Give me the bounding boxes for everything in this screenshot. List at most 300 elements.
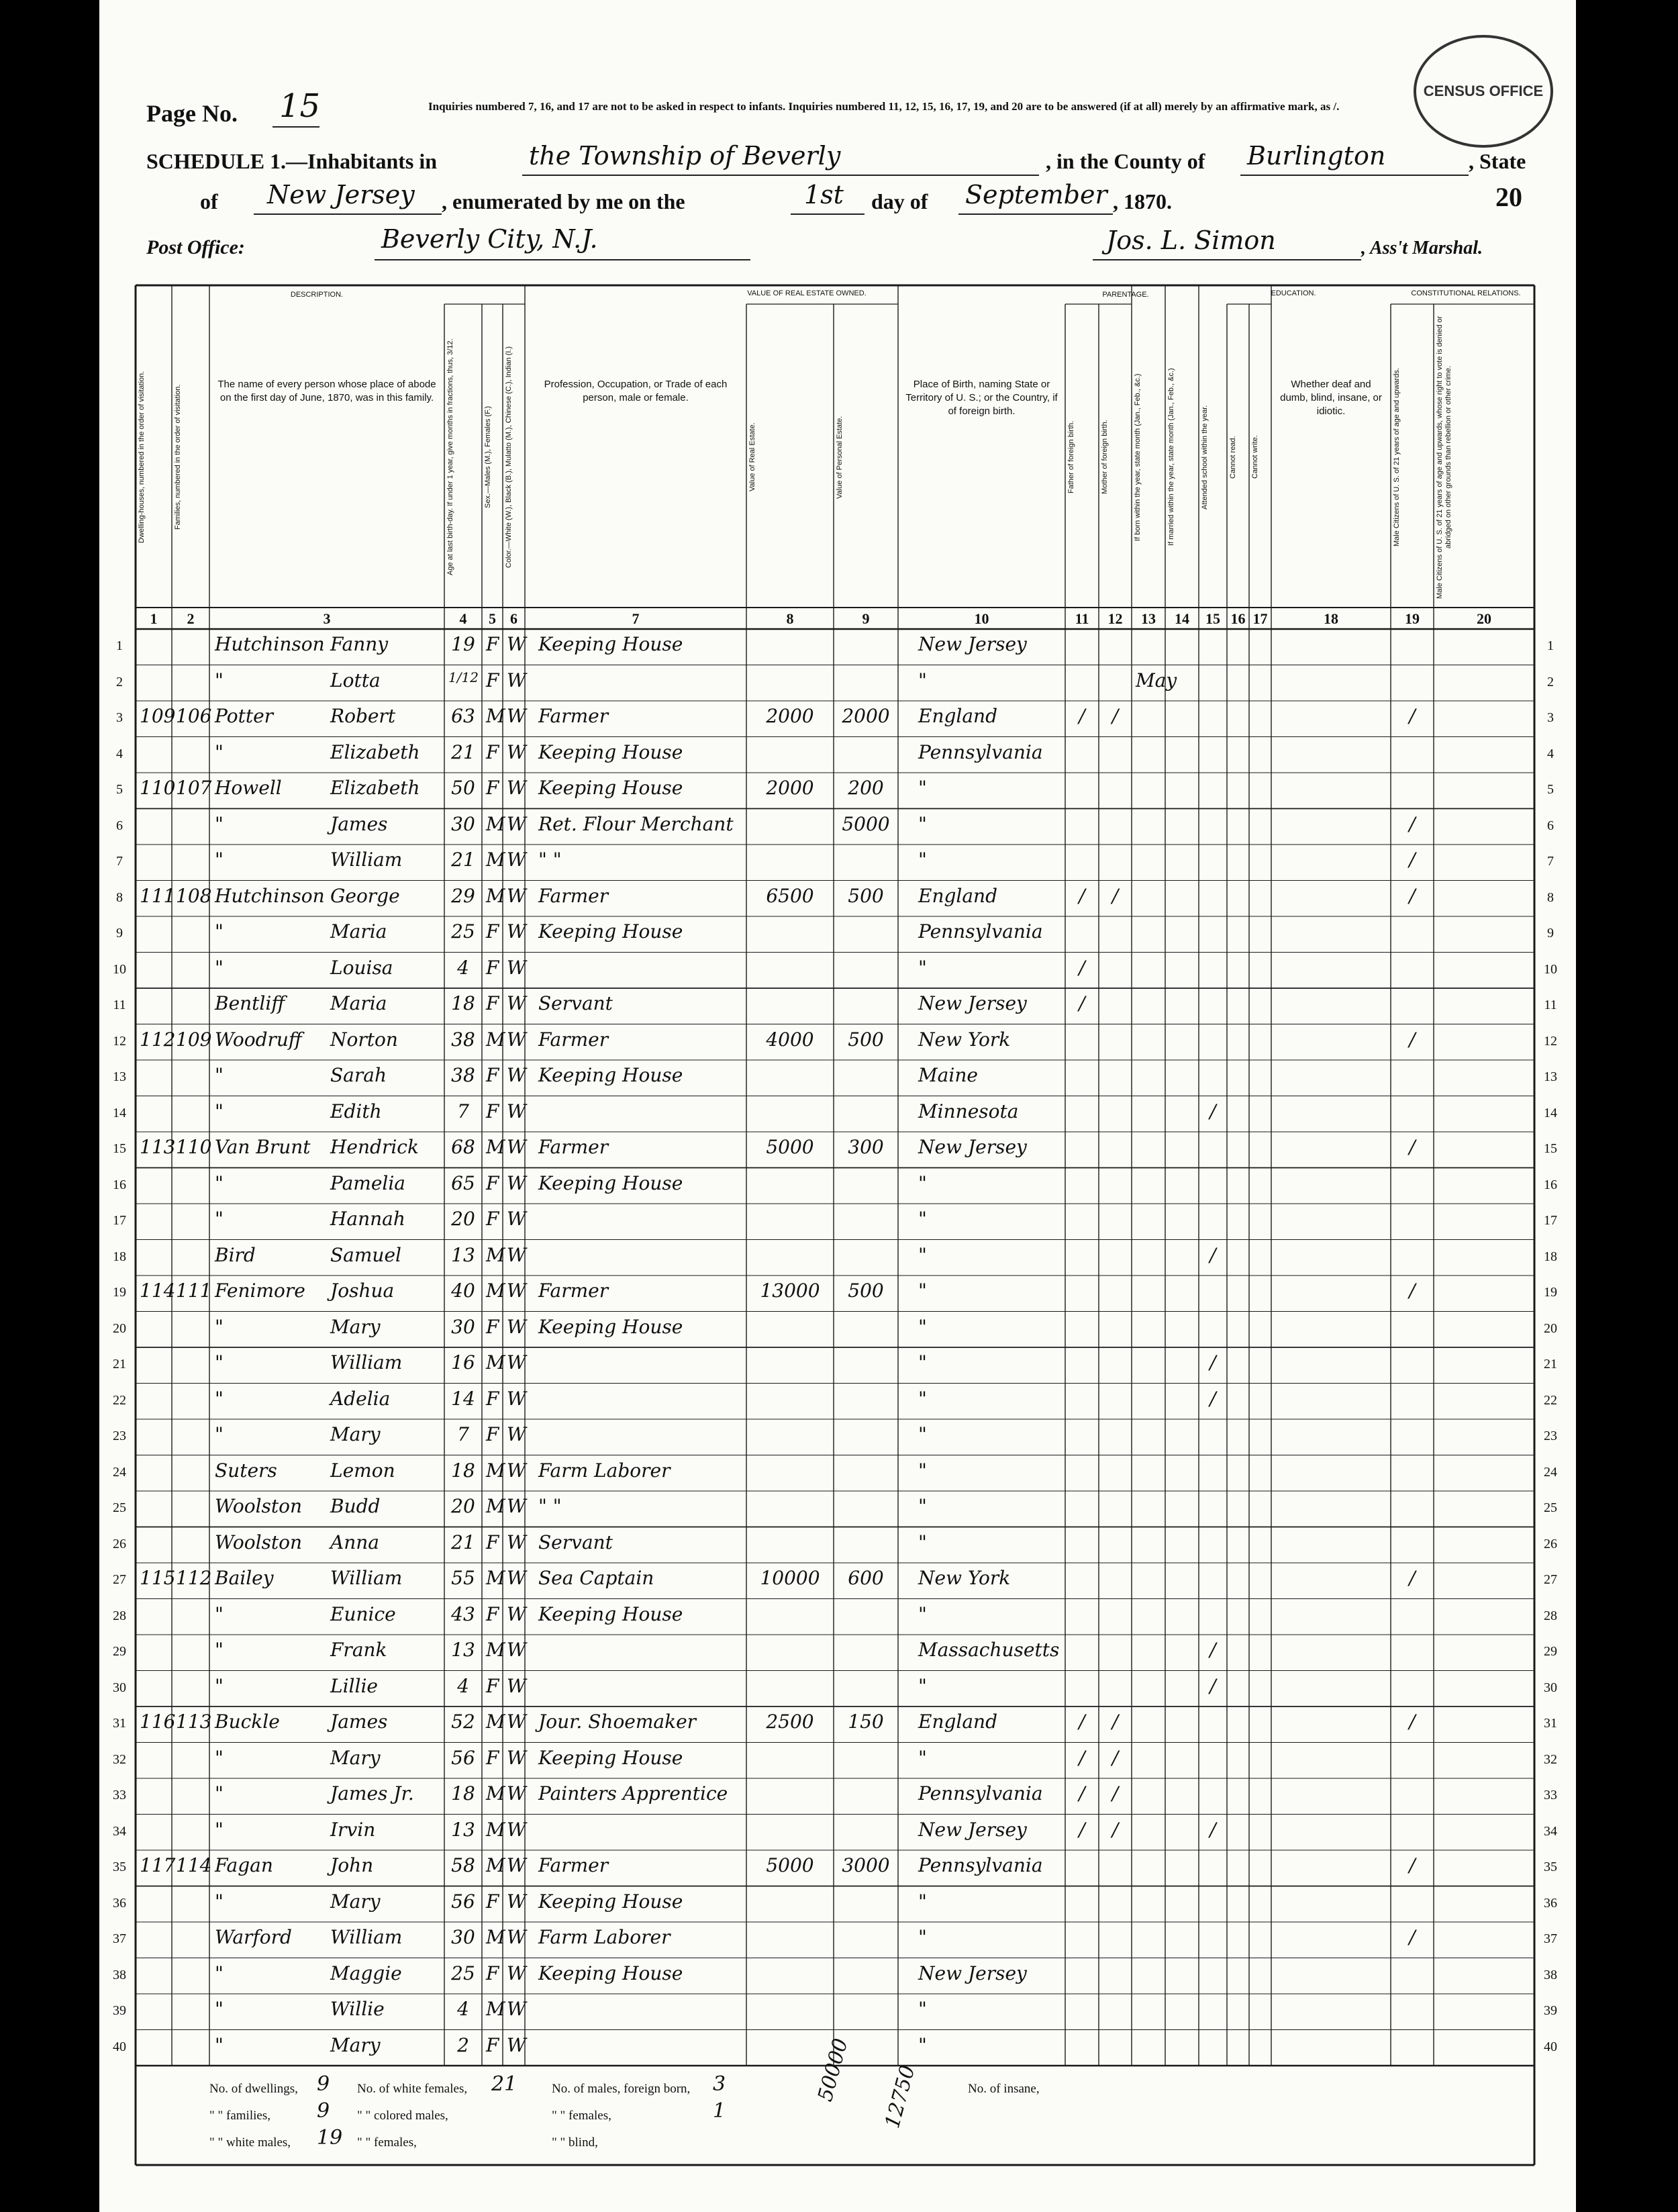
age: 21	[451, 1531, 475, 1553]
given-name: Fanny	[330, 633, 389, 655]
color: W	[507, 1171, 526, 1194]
sex: F	[486, 1531, 499, 1553]
column-header-19: Male Citizens of U. S. of 21 years of age and upwards.	[1393, 368, 1401, 546]
surname: "	[215, 1602, 224, 1625]
occupation: Servant	[538, 992, 613, 1014]
surname: Woolston	[215, 1495, 303, 1517]
color: W	[507, 1782, 526, 1805]
male-citizen: /	[1409, 812, 1416, 835]
row-number-right: 16	[1544, 1177, 1557, 1192]
birthplace: "	[918, 1208, 927, 1230]
color: W	[507, 1926, 526, 1948]
color: W	[507, 1639, 526, 1661]
row-number-left: 8	[116, 889, 123, 905]
column-header-17: Cannot write.	[1251, 435, 1259, 479]
row-number-left: 2	[116, 674, 123, 689]
column-number-5: 5	[489, 610, 496, 627]
color: W	[507, 992, 526, 1014]
family-number: 110	[176, 1136, 212, 1158]
occupation: Farmer	[538, 884, 609, 907]
personal-estate-value: 600	[848, 1567, 884, 1589]
row-number-right: 34	[1544, 1823, 1557, 1839]
surname: Bailey	[215, 1567, 274, 1589]
age: 21	[451, 740, 475, 763]
color: W	[507, 956, 526, 979]
row-number-right: 32	[1544, 1751, 1557, 1767]
age: 7	[457, 1100, 469, 1122]
sex: F	[486, 1315, 499, 1338]
row-number-right: 3	[1547, 710, 1554, 725]
surname: Hutchinson	[215, 633, 325, 655]
color: W	[507, 1280, 526, 1302]
column-header-5: Sex.—Males (M.), Females (F.)	[484, 405, 492, 509]
row-number-left: 10	[113, 961, 126, 977]
column-number-18: 18	[1324, 610, 1338, 627]
row-number-right: 20	[1544, 1320, 1557, 1336]
given-name: William	[330, 1926, 403, 1948]
occupation: Keeping House	[538, 1890, 683, 1913]
age: 16	[451, 1351, 475, 1374]
column-number-16: 16	[1230, 610, 1246, 627]
row-number-left: 31	[113, 1716, 126, 1731]
personal-estate-value: 300	[848, 1136, 884, 1158]
occupation: Keeping House	[538, 777, 683, 799]
father-foreign: /	[1079, 1711, 1085, 1733]
group-education: EDUCATION.	[1271, 289, 1316, 297]
sex: F	[486, 1890, 499, 1913]
age: 65	[451, 1171, 475, 1194]
personal-estate-value: 3000	[842, 1854, 890, 1876]
occupation: Keeping House	[538, 740, 683, 763]
color: W	[507, 1962, 526, 1984]
row-number-left: 25	[113, 1500, 126, 1515]
age: 18	[451, 992, 475, 1014]
surname: Fagan	[215, 1854, 273, 1876]
surname: "	[215, 1208, 224, 1230]
male-citizen: /	[1409, 1136, 1416, 1158]
birthplace: Maine	[918, 1064, 978, 1086]
sex: M	[486, 884, 505, 907]
color: W	[507, 1854, 526, 1876]
dwelling-number: 114	[140, 1280, 176, 1302]
occupation: Keeping House	[538, 1171, 683, 1194]
column-number-11: 11	[1075, 610, 1089, 627]
birthplace: "	[918, 1998, 927, 2020]
sex: M	[486, 1028, 505, 1051]
birthplace: "	[918, 1243, 927, 1266]
row-number-left: 33	[113, 1788, 126, 1802]
given-name: Robert	[330, 705, 396, 727]
surname: "	[215, 1890, 224, 1913]
row-number-left: 3	[116, 710, 123, 725]
occupation: Keeping House	[538, 1315, 683, 1338]
father-foreign: /	[1079, 1818, 1085, 1841]
father-foreign: /	[1079, 1782, 1085, 1805]
occupation: Keeping House	[538, 920, 683, 943]
column-header-18: Whether deaf and dumb, blind, insane, or idiotic.	[1280, 379, 1382, 417]
age: 58	[451, 1854, 475, 1876]
color: W	[507, 812, 526, 835]
personal-estate-value: 500	[848, 1280, 884, 1302]
dwelling-number: 110	[140, 777, 176, 799]
row-number-right: 30	[1544, 1680, 1557, 1695]
color: W	[507, 1100, 526, 1122]
male-citizen: /	[1409, 884, 1416, 907]
sex: M	[486, 1711, 505, 1733]
row-number-left: 20	[113, 1320, 126, 1336]
given-name: Samuel	[330, 1243, 401, 1266]
column-header-2: Families, numbered in the order of visitation.	[174, 384, 182, 530]
row-number-left: 7	[116, 854, 123, 869]
colored-males-label: " " colored males,	[357, 2109, 448, 2123]
surname: Warford	[215, 1926, 292, 1948]
mother-foreign: /	[1112, 1818, 1119, 1841]
sex: M	[486, 1243, 505, 1266]
age: 63	[451, 705, 475, 727]
marshal-label: , Ass't Marshal.	[1361, 238, 1483, 258]
sex: M	[486, 1351, 505, 1374]
birthplace: "	[918, 956, 927, 979]
age: 56	[451, 1890, 475, 1913]
column-header-14: If married within the year, state month (Jan., Feb., &c.)	[1167, 368, 1175, 546]
row-number-left: 40	[113, 2039, 126, 2054]
age: 30	[451, 1315, 475, 1338]
row-number-right: 21	[1544, 1357, 1557, 1372]
row-number-left: 17	[113, 1213, 126, 1228]
age: 19	[451, 633, 475, 655]
father-foreign: /	[1079, 992, 1085, 1014]
white-males-label: " " white males,	[209, 2135, 291, 2150]
age: 55	[451, 1567, 475, 1589]
insane-label: No. of insane,	[968, 2082, 1040, 2096]
row-number-right: 18	[1544, 1249, 1557, 1264]
color: W	[507, 669, 526, 691]
column-header-10: Place of Birth, naming State or Territory of U. S.; or the Country, if of foreign birth.	[905, 379, 1058, 417]
surname: "	[215, 1818, 224, 1841]
birthplace: New Jersey	[918, 1962, 1027, 1984]
row-number-left: 27	[113, 1572, 126, 1587]
surname: "	[215, 920, 224, 943]
color: W	[507, 884, 526, 907]
given-name: James Jr.	[330, 1782, 414, 1805]
color: W	[507, 1818, 526, 1841]
column-header-16: Cannot read.	[1229, 436, 1237, 479]
dwelling-number: 115	[140, 1567, 176, 1589]
column-number-7: 7	[632, 610, 640, 627]
dwelling-number: 112	[140, 1028, 176, 1051]
occupation: Farm Laborer	[538, 1459, 671, 1482]
column-number-20: 20	[1477, 610, 1491, 627]
occupation: " "	[538, 849, 562, 871]
given-name: Irvin	[330, 1818, 376, 1841]
column-header-13: If born within the year, state month (Jan., Feb., &c.)	[1134, 373, 1142, 541]
marshal-signature: Jos. L. Simon	[1106, 226, 1276, 255]
surname: "	[215, 1351, 224, 1374]
sex: M	[486, 1567, 505, 1589]
dwellings-label: No. of dwellings,	[209, 2082, 298, 2096]
surname: "	[215, 1998, 224, 2020]
row-number-left: 19	[113, 1285, 126, 1300]
sex: M	[486, 1818, 505, 1841]
column-number-17: 17	[1252, 610, 1268, 627]
row-number-left: 32	[113, 1751, 126, 1767]
dwelling-number: 116	[140, 1711, 176, 1733]
row-number-right: 33	[1544, 1788, 1557, 1802]
colored-females-label: " " females,	[357, 2135, 417, 2150]
foreign-females-label: " " females,	[552, 2109, 611, 2123]
age: 38	[451, 1028, 475, 1051]
surname: "	[215, 1100, 224, 1122]
sheet-number: 20	[1495, 182, 1522, 212]
personal-estate-value: 200	[848, 777, 884, 799]
given-name: William	[330, 1567, 403, 1589]
sex: F	[486, 920, 499, 943]
row-number-right: 38	[1544, 1967, 1557, 1982]
surname: "	[215, 2033, 224, 2056]
father-foreign: /	[1079, 956, 1085, 979]
birthplace: New Jersey	[918, 633, 1027, 655]
row-number-right: 27	[1544, 1572, 1557, 1587]
age: 18	[451, 1782, 475, 1805]
attended-school: /	[1210, 1243, 1216, 1266]
row-number-left: 16	[113, 1177, 126, 1192]
row-number-right: 11	[1544, 998, 1557, 1012]
age: 1/12	[448, 669, 479, 685]
surname: "	[215, 1782, 224, 1805]
personal-estate-value: 150	[848, 1711, 884, 1733]
column-number-12: 12	[1107, 610, 1123, 627]
sex: F	[486, 2033, 499, 2056]
group-constitutional: CONSTITUTIONAL RELATIONS.	[1411, 289, 1521, 297]
occupation: Keeping House	[538, 1064, 683, 1086]
birthplace: "	[918, 849, 927, 871]
given-name: Norton	[330, 1028, 398, 1051]
state-label: , State	[1469, 149, 1526, 173]
row-number-left: 15	[113, 1141, 126, 1156]
family-number: 108	[176, 884, 212, 907]
color: W	[507, 1387, 526, 1410]
day-of-label: day of	[871, 189, 928, 213]
sex: F	[486, 669, 499, 691]
page-number: 15	[279, 87, 321, 125]
given-name: Maria	[330, 920, 387, 943]
white-females-label: No. of white females,	[357, 2082, 468, 2096]
column-header-4: Age at last birth-day. If under 1 year, give months in fractions, thus, 3/12.	[446, 338, 454, 576]
real-estate-value: 2000	[766, 705, 814, 727]
color: W	[507, 705, 526, 727]
occupation: Farmer	[538, 1136, 609, 1158]
sex: M	[486, 849, 505, 871]
column-number-13: 13	[1141, 610, 1156, 627]
occupation: Farmer	[538, 1028, 609, 1051]
occupation: Farmer	[538, 1280, 609, 1302]
row-number-left: 22	[113, 1392, 126, 1408]
column-header-11: Father of foreign birth.	[1067, 420, 1075, 494]
sex: M	[486, 1854, 505, 1876]
row-number-left: 5	[116, 782, 123, 797]
column-header-8: Value of Real Estate.	[748, 422, 756, 492]
age: 13	[451, 1818, 475, 1841]
surname: Fenimore	[215, 1280, 305, 1302]
dwelling-number: 111	[140, 884, 176, 907]
surname: "	[215, 1423, 224, 1445]
age: 30	[451, 812, 475, 835]
enumerated-label: , enumerated by me on the	[442, 189, 685, 213]
surname: "	[215, 1639, 224, 1661]
birthplace: England	[918, 705, 998, 727]
birthplace: "	[918, 1423, 927, 1445]
surname: "	[215, 849, 224, 871]
birthplace: Pennsylvania	[918, 1782, 1043, 1805]
color: W	[507, 1064, 526, 1086]
column-number-3: 3	[323, 610, 331, 627]
age: 2	[457, 2033, 469, 2056]
given-name: Elizabeth	[330, 777, 420, 799]
column-header-7: Profession, Occupation, or Trade of each person, male or female.	[544, 379, 728, 403]
row-number-right: 28	[1544, 1608, 1557, 1623]
column-number-19: 19	[1405, 610, 1420, 627]
attended-school: /	[1210, 1351, 1216, 1374]
mother-foreign: /	[1112, 1711, 1119, 1733]
age: 4	[457, 956, 469, 979]
sex: M	[486, 1782, 505, 1805]
column-header-20: Male Citizens of U. S. of 21 years of age and upwards, whose right to vote is denied or abridged on other grounds than rebellion or other crime.	[1436, 316, 1452, 599]
surname: Suters	[215, 1459, 277, 1482]
column-number-9: 9	[862, 610, 870, 627]
male-citizen: /	[1409, 1280, 1416, 1302]
birthplace: Pennsylvania	[918, 920, 1043, 943]
male-citizen: /	[1409, 1567, 1416, 1589]
township-value: the Township of Beverly	[529, 141, 841, 171]
birthplace: Minnesota	[918, 1100, 1019, 1122]
male-citizen: /	[1409, 1926, 1416, 1948]
surname: "	[215, 956, 224, 979]
attended-school: /	[1210, 1100, 1216, 1122]
family-number: 113	[176, 1711, 212, 1733]
sex: M	[486, 1136, 505, 1158]
sex: F	[486, 956, 499, 979]
day-value: 1st	[804, 180, 844, 209]
age: 13	[451, 1243, 475, 1266]
given-name: William	[330, 1351, 403, 1374]
blind-label: " " blind,	[552, 2135, 598, 2150]
given-name: Adelia	[330, 1387, 391, 1410]
row-number-left: 35	[113, 1860, 126, 1874]
attended-school: /	[1210, 1387, 1216, 1410]
given-name: Joshua	[330, 1280, 395, 1302]
mother-foreign: /	[1112, 705, 1119, 727]
row-number-left: 39	[113, 2003, 126, 2018]
given-name: Mary	[330, 1890, 381, 1913]
family-number: 109	[176, 1028, 212, 1051]
color: W	[507, 1423, 526, 1445]
page-label: Page No.	[146, 100, 238, 127]
row-number-right: 7	[1547, 854, 1554, 869]
sex: M	[486, 705, 505, 727]
row-number-left: 9	[116, 926, 123, 941]
row-number-right: 37	[1544, 1931, 1557, 1946]
age: 18	[451, 1459, 475, 1482]
given-name: John	[330, 1854, 374, 1876]
birthplace: "	[918, 1602, 927, 1625]
color: W	[507, 1351, 526, 1374]
county-label: , in the County of	[1046, 149, 1205, 173]
occupation: " "	[538, 1495, 562, 1517]
sex: F	[486, 1423, 499, 1445]
sex: F	[486, 1602, 499, 1625]
birthplace: "	[918, 1495, 927, 1517]
post-office-value: Beverly City, N.J.	[381, 224, 598, 254]
given-name: Louisa	[330, 956, 393, 979]
row-number-left: 11	[113, 998, 126, 1012]
age: 4	[457, 1998, 469, 2020]
given-name: Lillie	[330, 1674, 378, 1697]
color: W	[507, 1711, 526, 1733]
color: W	[507, 1531, 526, 1553]
row-number-left: 34	[113, 1823, 126, 1839]
age: 21	[451, 849, 475, 871]
color: W	[507, 849, 526, 871]
column-number-8: 8	[786, 610, 794, 627]
given-name: Lemon	[330, 1459, 395, 1482]
mother-foreign: /	[1112, 884, 1119, 907]
given-name: Mary	[330, 2033, 381, 2056]
row-number-left: 1	[116, 638, 123, 653]
row-number-right: 23	[1544, 1429, 1557, 1443]
row-number-left: 38	[113, 1967, 126, 1982]
dwelling-number: 109	[140, 705, 176, 727]
row-number-right: 29	[1544, 1644, 1557, 1659]
given-name: Hannah	[330, 1208, 405, 1230]
real-estate-value: 5000	[766, 1854, 814, 1876]
column-header-12: Mother of foreign birth.	[1101, 420, 1109, 495]
attended-school: /	[1210, 1818, 1216, 1841]
male-citizen: /	[1409, 1854, 1416, 1876]
column-header-15: Attended school within the year.	[1201, 405, 1209, 510]
personal-estate-value: 2000	[842, 705, 890, 727]
color: W	[507, 1315, 526, 1338]
row-number-right: 10	[1544, 961, 1557, 977]
row-number-left: 18	[113, 1249, 126, 1264]
row-number-right: 15	[1544, 1141, 1557, 1156]
birthplace: Pennsylvania	[918, 740, 1043, 763]
given-name: James	[330, 812, 388, 835]
color: W	[507, 1028, 526, 1051]
occupation: Keeping House	[538, 633, 683, 655]
column-number-4: 4	[459, 610, 467, 627]
sex: M	[486, 1459, 505, 1482]
surname: Buckle	[215, 1711, 280, 1733]
sex: F	[486, 740, 499, 763]
color: W	[507, 1459, 526, 1482]
row-number-left: 4	[116, 746, 123, 761]
color: W	[507, 1567, 526, 1589]
foreign-males-label: No. of males, foreign born,	[552, 2082, 691, 2096]
given-name: Eunice	[330, 1602, 396, 1625]
mother-foreign: /	[1112, 1782, 1119, 1805]
surname: Howell	[215, 777, 282, 799]
birthplace: "	[918, 1926, 927, 1948]
surname: Bird	[215, 1243, 256, 1266]
age: 52	[451, 1711, 475, 1733]
real-estate-value: 13000	[760, 1280, 820, 1302]
color: W	[507, 1495, 526, 1517]
row-number-right: 1	[1547, 638, 1554, 653]
birthplace: New Jersey	[918, 992, 1027, 1014]
father-foreign: /	[1079, 1746, 1085, 1769]
county-value: Burlington	[1247, 141, 1386, 171]
age: 25	[451, 920, 475, 943]
